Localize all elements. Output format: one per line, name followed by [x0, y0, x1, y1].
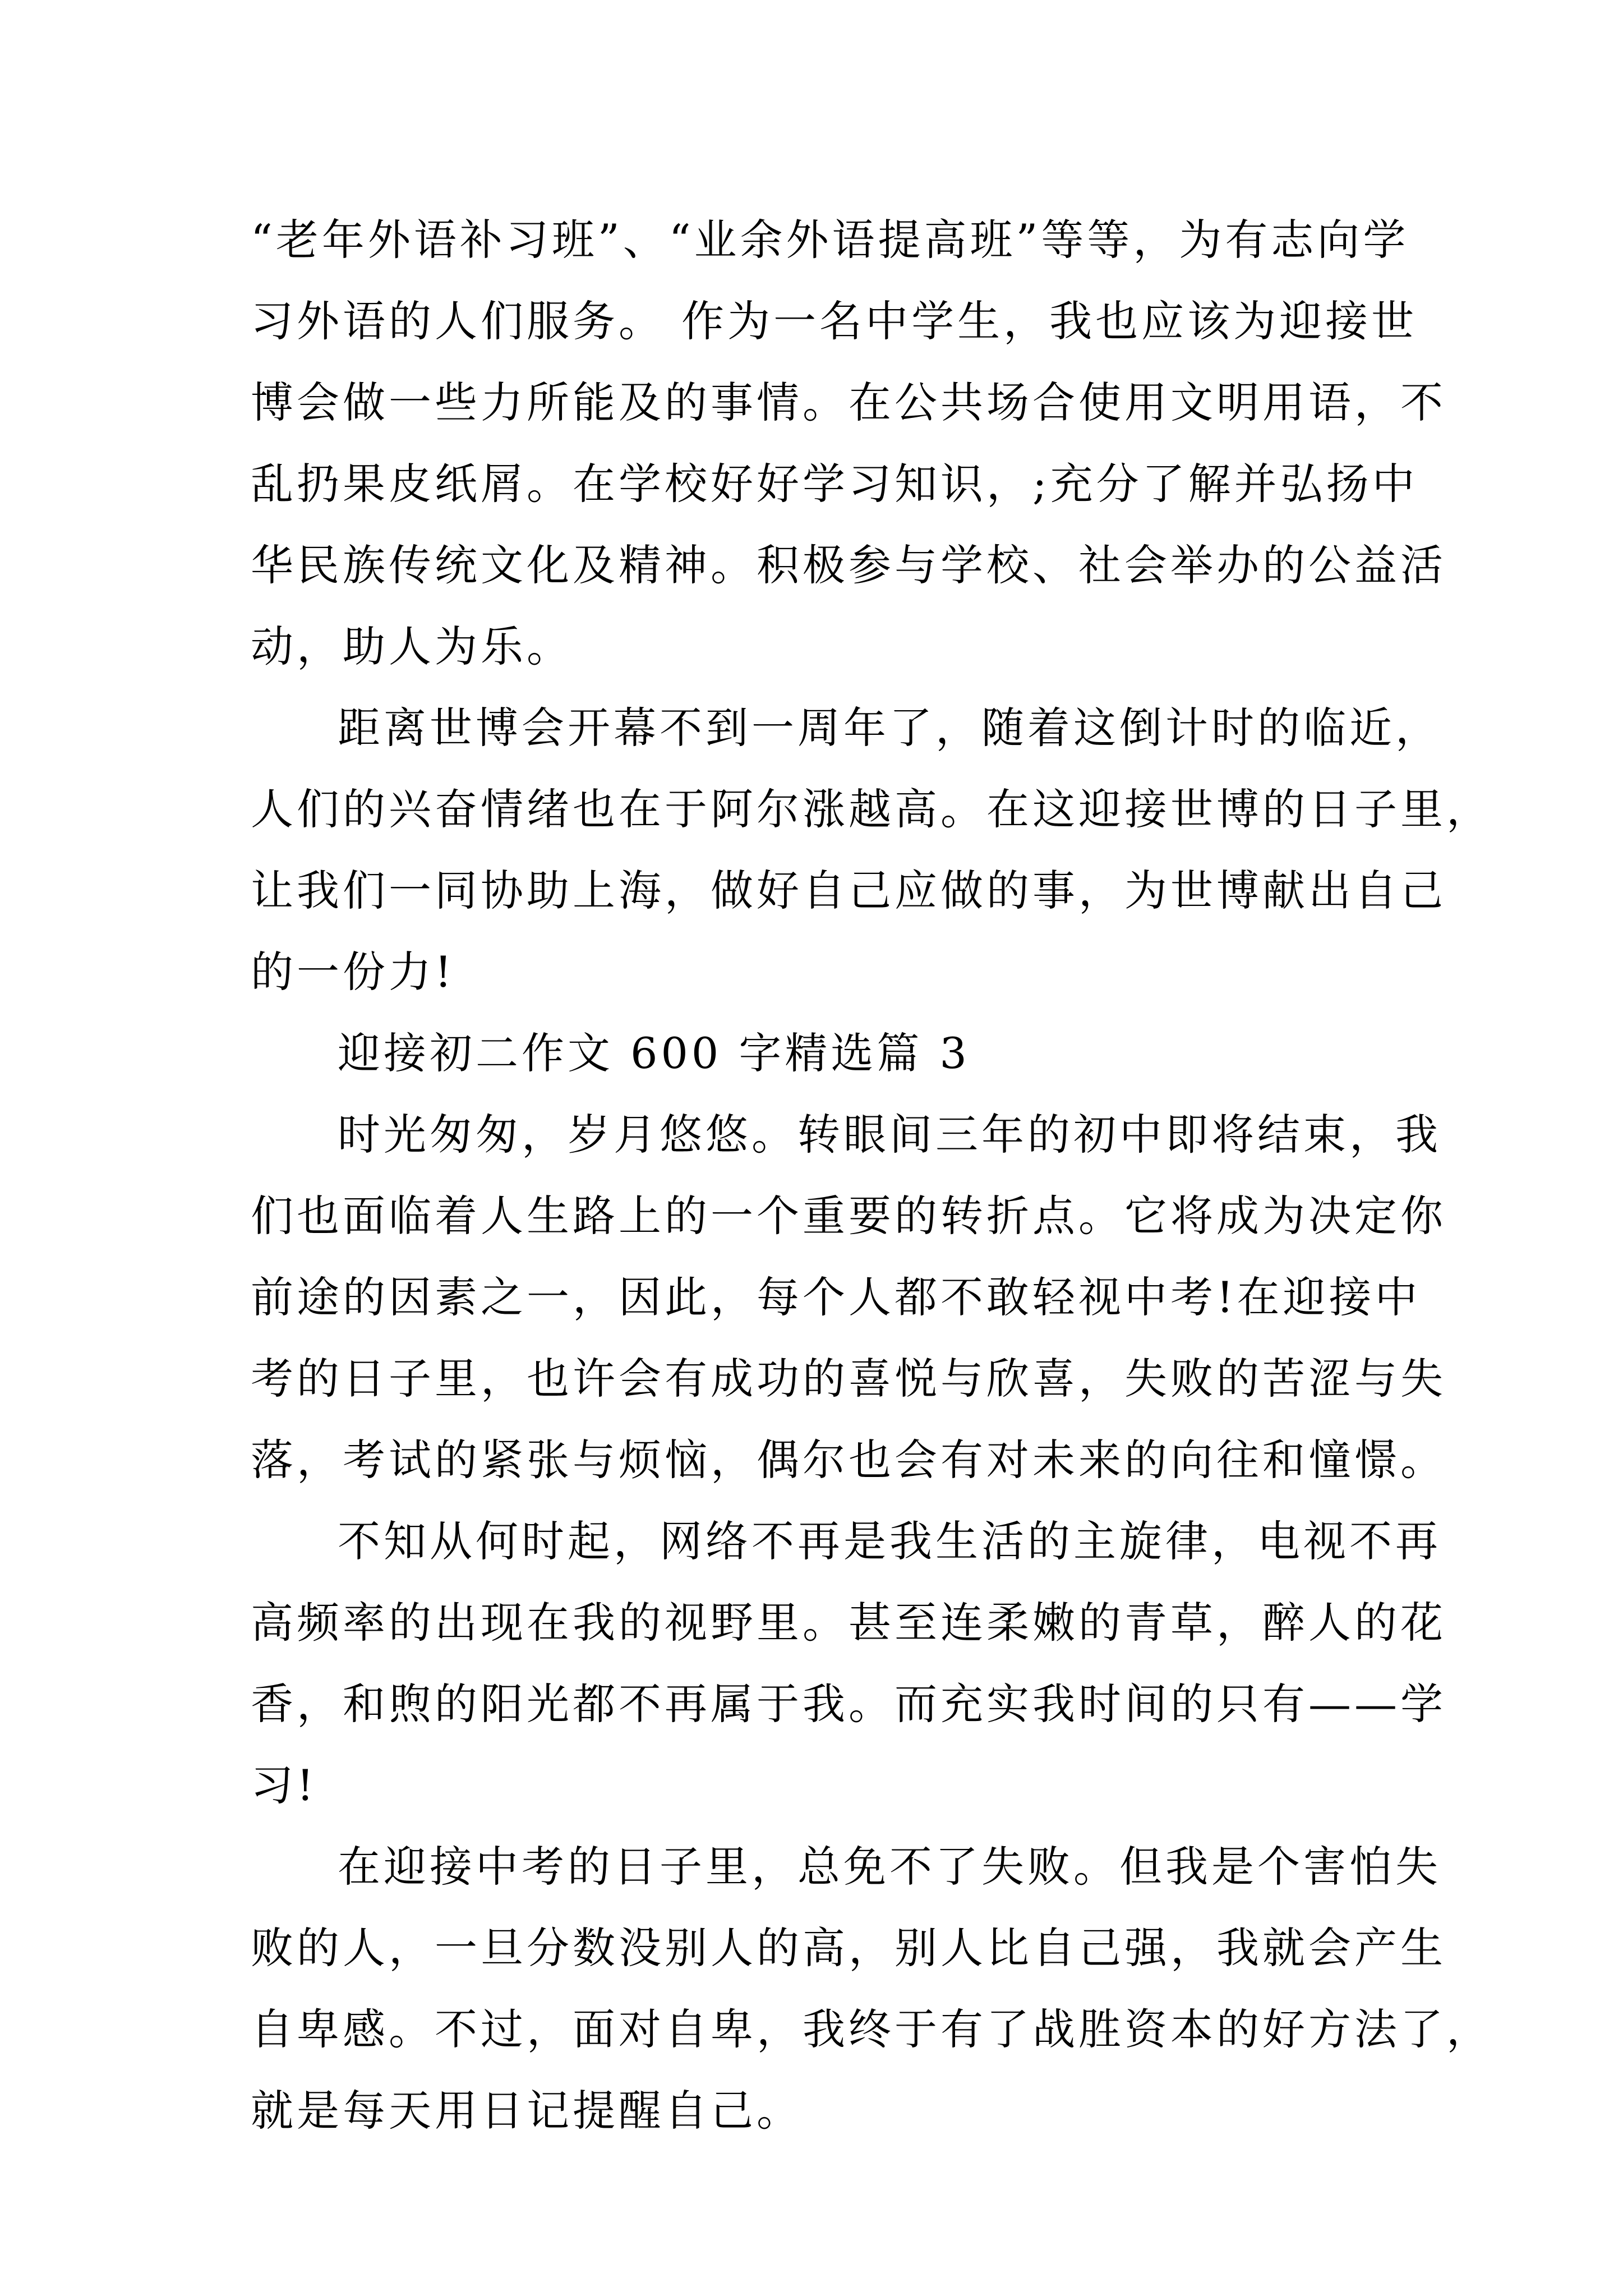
- text-line: 落，考试的紧张与烦恼，偶尔也会有对未来的向往和憧憬。: [251, 1435, 1446, 1485]
- text-line: 博会做一些力所能及的事情。在公共场合使用文明用语，不: [251, 378, 1446, 427]
- text-line: 华民族传统文化及精神。积极参与学校、社会举办的公益活: [251, 540, 1446, 590]
- text-line: 的一份力!: [251, 947, 455, 997]
- document-body: [251, 199, 1492, 2151]
- section-heading: 迎接初二作文 600 字精选篇 3: [338, 1028, 970, 1078]
- text-line: 们也面临着人生路上的一个重要的转折点。它将成为决定你: [251, 1191, 1446, 1241]
- text-line: 习!: [251, 1760, 317, 1810]
- text-line: 前途的因素之一，因此，每个人都不敢轻视中考!在迎接中: [251, 1272, 1421, 1322]
- paragraph-start-line: 不知从何时起，网络不再是我生活的主旋律，电视不再: [338, 1516, 1441, 1566]
- text-line: 乱扔果皮纸屑。在学校好好学习知识，;充分了解并弘扬中: [251, 459, 1418, 509]
- paragraph-start-line: 时光匆匆，岁月悠悠。转眼间三年的初中即将结束，我: [338, 1110, 1441, 1159]
- text-line: 自卑感。不过，面对自卑，我终于有了战胜资本的好方法了，: [251, 2004, 1492, 2054]
- paragraph-start-line: 距离世博会开幕不到一周年了，随着这倒计时的临近，: [338, 703, 1441, 753]
- text-line: 考的日子里，也许会有成功的喜悦与欣喜，失败的苦涩与失: [251, 1354, 1446, 1404]
- text-line: 败的人，一旦分数没别人的高，别人比自己强，我就会产生: [251, 1923, 1446, 1973]
- text-line: 让我们一同协助上海，做好自己应做的事，为世博献出自己: [251, 866, 1446, 915]
- paragraph-start-line: 在迎接中考的日子里，总免不了失败。但我是个害怕失: [338, 1842, 1441, 1892]
- text-line: 高频率的出现在我的视野里。甚至连柔嫩的青草，醉人的花: [251, 1598, 1446, 1648]
- text-line: 人们的兴奋情绪也在于阿尔涨越高。在这迎接世博的日子里，: [251, 784, 1492, 834]
- text-line: 动，助人为乐。: [251, 622, 573, 671]
- text-line: 习外语的人们服务。 作为一名中学生，我也应该为迎接世: [251, 296, 1418, 346]
- text-line: “老年外语补习班”、“业余外语提高班”等等，为有志向学: [251, 215, 1409, 265]
- text-line: 就是每天用日记提醒自己。: [251, 2086, 803, 2136]
- text-line: 香，和煦的阳光都不再属于我。而充实我时间的只有——学: [251, 1679, 1446, 1729]
